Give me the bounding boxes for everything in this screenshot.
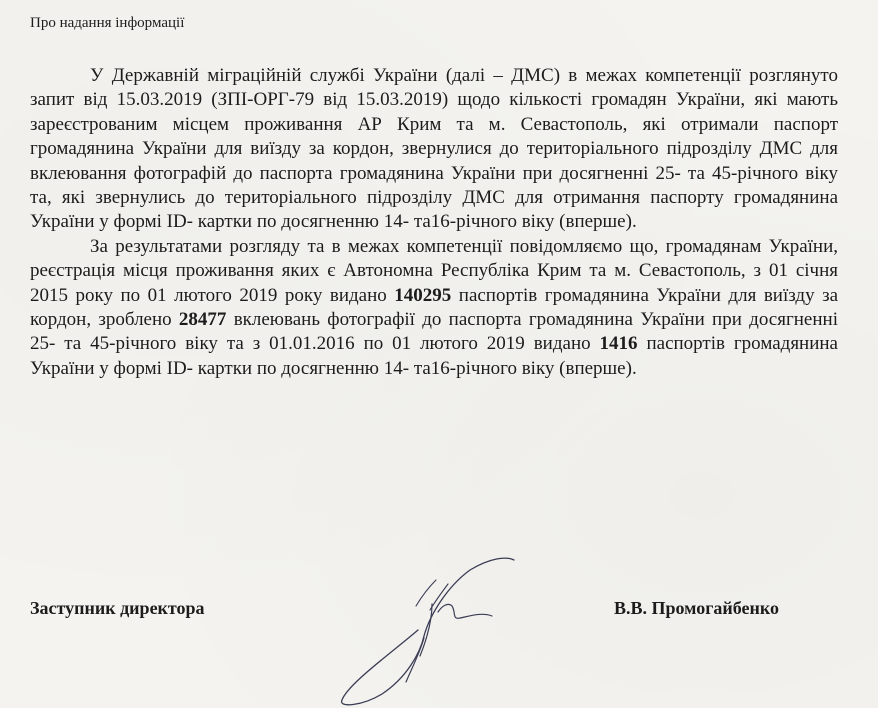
signer-name: В.В. Промогайбенко [614, 598, 780, 618]
document-subject: Про надання інформації [30, 15, 185, 31]
id-cards-count: 1416 [599, 333, 638, 355]
results-text-4: паспортів громадянина України у формі ID- картки по досягненню 14- та16-річного віку (вперше). [30, 333, 838, 379]
results-text-2: паспортів громадянина України для виїзду за кордон, зроблено [30, 284, 839, 331]
photo-pastings-count: 28477 [178, 309, 227, 331]
paragraph-request: У Державній міграційній службі України (далі – ДМС) в межах компетенції розглянуто запит від 15.03.2019 (ЗПІ-ОРГ-79 від 15.03.2019) щодо кількості громадян України, які мають зареєстрованим місцем проживання АР Крим та м. Севастополь, які отримали паспорт громадянина України для виїзду за кордон, звернулися до територіального підрозділу ДМС для вклеювання фотографій до паспорта громадянина України при досягненні 25- та 45-річного віку та, які звернулись до територіального підрозділу ДМС для отримання паспорту громадянина України у формі ID- картки по досягненню 14- та16-річного віку (вперше). [30, 65, 838, 233]
results-text-1: За результатами розгляду та в межах компетенції повідомляємо що, громадянам України, реєстрація місця проживання яких є Автономна Республіка Крим та м. Севастополь, з 01 січня 2015 року по 01 лютого 2019 року видано [30, 235, 838, 306]
passports-count: 140295 [394, 284, 452, 306]
signer-title: Заступник директора [30, 598, 205, 618]
document-body [30, 64, 838, 381]
paragraph-results [30, 235, 838, 381]
handwritten-signature [320, 556, 540, 708]
results-text-3: вклеювань фотографії до паспорта громадянина України при досягненні 25- та 45-річного віку та з 01.01.2016 по 01 лютого 2019 видано [30, 309, 838, 355]
